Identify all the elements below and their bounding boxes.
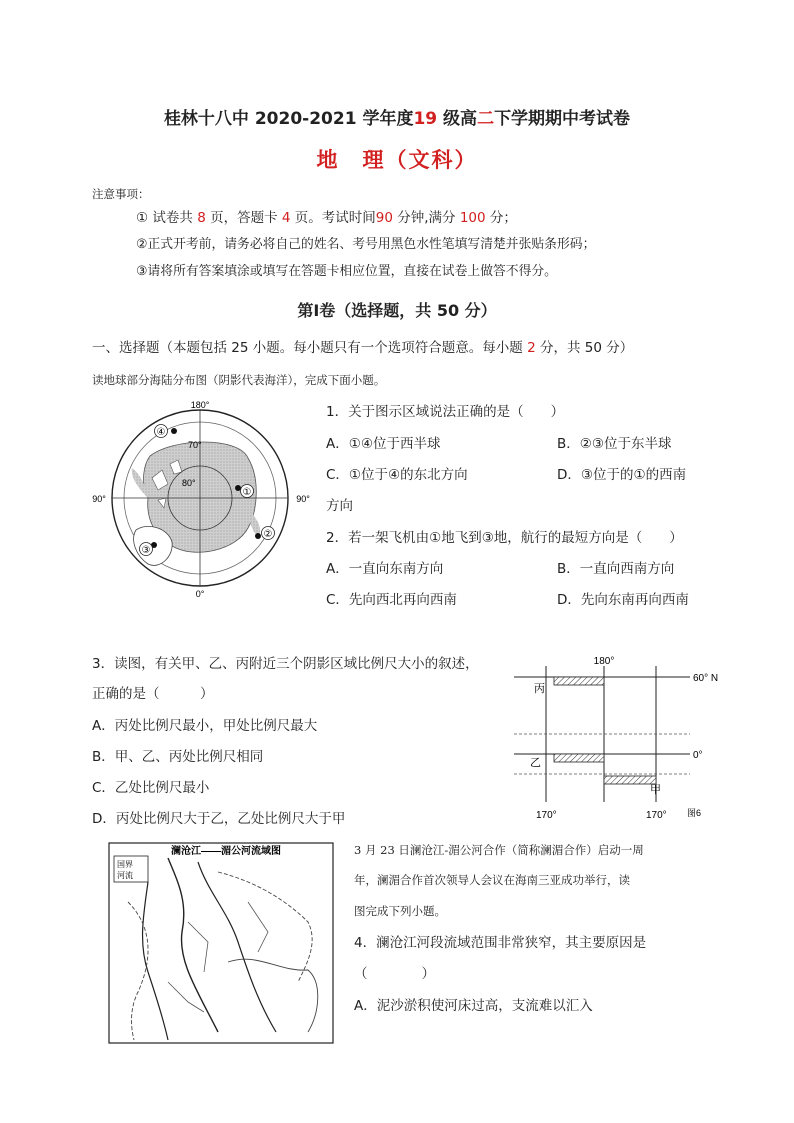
q1-stem: 1．关于图示区域说法正确的是（ ）: [326, 404, 565, 420]
label-180: 180°: [593, 656, 615, 667]
q3-option-a[interactable]: A．丙处比例尺最小，甲处比例尺最大: [92, 718, 318, 734]
subject-title: 地 理（文科）: [316, 148, 478, 172]
label-80: 80°: [182, 478, 196, 488]
figure-number: 图6: [687, 808, 702, 818]
q3-option-b[interactable]: B．甲、乙、丙处比例尺相同: [92, 749, 264, 765]
shaded-area-bing: [554, 677, 604, 685]
point-1-dot: [235, 485, 241, 491]
map-title: 澜沧江——湄公河流域图: [171, 846, 281, 857]
q2-option-d[interactable]: D．先向东南再向西南: [557, 592, 689, 608]
shaded-area-jia: [604, 776, 656, 784]
title-grade: 19: [413, 109, 438, 129]
label-equator: 0°: [693, 750, 703, 761]
legend-border-label: 国界: [117, 860, 133, 869]
reading-prompt-2-line-1: 3 月 23 日澜沧江-湄公河合作（简称澜湄合作）启动一周: [354, 843, 644, 857]
q2-option-b[interactable]: B．一直向西南方向: [557, 561, 675, 577]
point-4-label: ④: [156, 427, 166, 438]
reading-prompt-1: 读地球部分海陆分布图（阴影代表海洋），完成下面小题。: [92, 373, 386, 387]
shaded-area-yi: [554, 754, 604, 762]
reading-prompt-2-line-3: 图完成下列小题。: [354, 904, 446, 918]
q2-stem: 2．若一架飞机由①地飞到③地，航行的最短方向是（ ）: [326, 530, 683, 546]
notice-heading: 注意事项：: [92, 187, 150, 201]
q2-option-c[interactable]: C．先向西北再向西南: [326, 592, 457, 608]
section-intro: 一、选择题（本题包括 25 小题。每小题只有一个选项符合题意。每小题 2 分，共 50 分）: [92, 340, 634, 356]
q1-option-a[interactable]: A．①④位于西半球: [326, 436, 441, 452]
label-180: 180°: [190, 400, 210, 410]
label-70: 70°: [188, 440, 202, 450]
point-2-dot: [255, 533, 261, 539]
label-170-right: 170°: [646, 810, 667, 821]
mekong-basin-map: [108, 842, 334, 1044]
q4-answer-paren: （ ）: [354, 966, 435, 982]
notice-line-1: ① 试卷共 8 页，答题卡 4 页。考试时间90 分钟,满分 100 分；: [136, 210, 517, 226]
label-60n: 60° N: [693, 673, 719, 684]
q3-option-c[interactable]: C．乙处比例尺最小: [92, 780, 210, 796]
q4-stem: 4．澜沧江河段流域范围非常狭窄，其主要原因是: [354, 935, 647, 951]
q4-option-a[interactable]: A．泥沙淤积使河床过高，支流难以汇入: [354, 998, 593, 1014]
legend-river-label: 河流: [117, 871, 133, 880]
q1-option-d[interactable]: D．③位于的①的西南: [557, 467, 687, 483]
point-4-dot: [171, 428, 177, 434]
label-90-right: 90°: [296, 494, 310, 504]
label-bing: 丙: [534, 683, 545, 695]
point-2-label: ②: [263, 529, 273, 540]
label-90-left: 90°: [92, 494, 106, 504]
q3-stem-1: 3．读图，有关甲、乙、丙附近三个阴影区域比例尺大小的叙述，: [92, 656, 479, 672]
polar-map-figure: [88, 398, 316, 602]
label-170-left: 170°: [536, 810, 557, 821]
q2-option-a[interactable]: A．一直向东南方向: [326, 561, 444, 577]
notice-line-2: ②正式开考前，请务必将自己的姓名、考号用黑色水性笔填写清楚并张贴条形码；: [136, 237, 596, 252]
exam-title: 桂林十八中 2020-2021 学年度19 级高二下学期期中考试卷: [163, 109, 631, 129]
label-jia: 甲: [650, 784, 661, 796]
q3-option-d[interactable]: D．丙处比例尺大于乙，乙处比例尺大于甲: [92, 811, 346, 827]
point-1-label: ①: [242, 487, 252, 498]
q1-option-b[interactable]: B．②③位于东半球: [557, 436, 672, 452]
q1-option-c[interactable]: C．①位于④的东北方向: [326, 467, 468, 483]
label-yi: 乙: [530, 757, 541, 769]
graticule-figure: [510, 652, 724, 824]
title-semester: 二: [477, 109, 495, 129]
label-0: 0°: [195, 589, 205, 599]
q3-stem-2: 正确的是（ ）: [92, 686, 214, 702]
section-title: 第Ⅰ卷（选择题，共 50 分）: [297, 301, 497, 320]
point-3-label: ③: [141, 545, 151, 556]
notice-line-3: ③请将所有答案填涂或填写在答题卡相应位置，直接在试卷上做答不得分。: [136, 264, 557, 279]
q1-option-d-cont: 方向: [326, 498, 353, 514]
reading-prompt-2-line-2: 年，澜湄合作首次领导人会议在海南三亚成功举行，读: [354, 873, 630, 887]
